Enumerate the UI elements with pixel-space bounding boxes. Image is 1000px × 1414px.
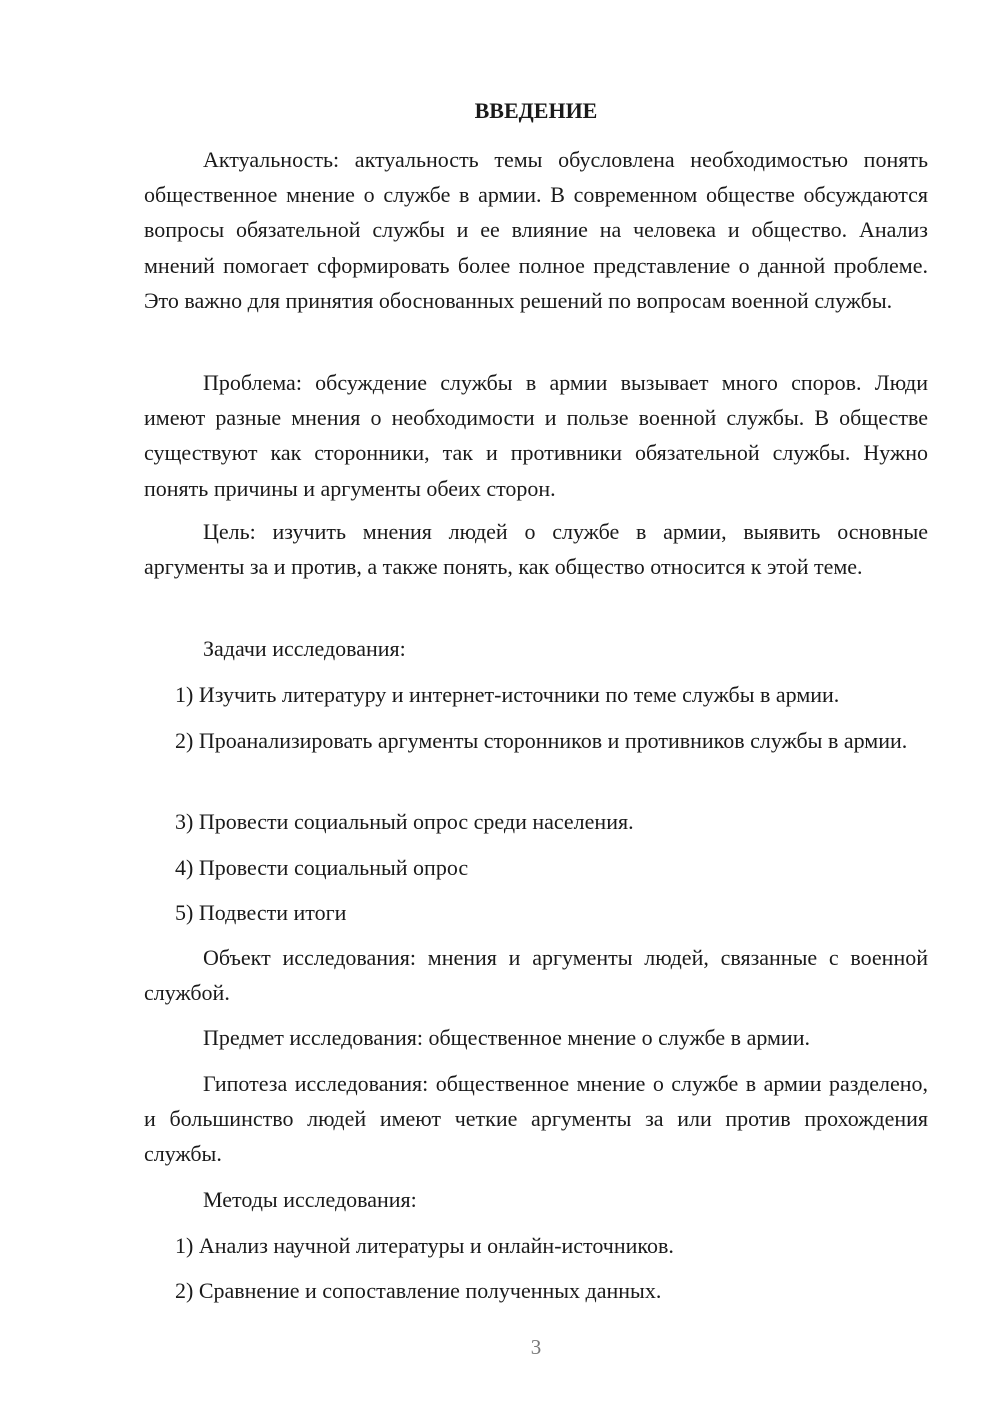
task-item-4: 4) Провести социальный опрос [175, 855, 469, 880]
section-title: ВВЕДЕНИЕ [474, 98, 598, 123]
tasks-heading: Задачи исследования: [203, 636, 406, 661]
page-number: 3 [530, 1335, 542, 1359]
paragraph-goal: Цель: изучить мнения людей о службе в армии, выявить основные аргументы за и против, а также понять, как общество относится к этой теме. [144, 519, 928, 580]
task-item-3: 3) Провести социальный опрос среди населения. [175, 809, 634, 834]
method-item-1: 1) Анализ научной литературы и онлайн-источников. [175, 1233, 674, 1258]
paragraph-object: Объект исследования: мнения и аргументы людей, связанные с военной службой. [144, 945, 928, 1006]
methods-heading: Методы исследования: [203, 1187, 417, 1212]
paragraph-problem: Проблема: обсуждение службы в армии вызывает много споров. Люди имеют разные мнения о необходимости и пользе военной службы. В обществе существуют как сторонники, так и противники обязательной службы. Нужно понять причины и аргументы обеих сторон. [144, 370, 928, 501]
paragraph-subject: Предмет исследования: общественное мнение о службе в армии. [203, 1025, 810, 1050]
task-item-2: 2) Проанализировать аргументы сторонников и противников службы в армии. [175, 728, 908, 753]
task-item-1: 1) Изучить литературу и интернет-источники по теме службы в армии. [175, 682, 840, 707]
method-item-2: 2) Сравнение и сопоставление полученных данных. [175, 1278, 662, 1303]
paragraph-relevance: Актуальность: актуальность темы обусловлена необходимостью понять общественное мнение о службе в армии. В современном обществе обсуждаются вопросы обязательной службы и ее влияние на человека и общество. Анализ мнений помогает сформировать более полное представление о данной проблеме. Это важно для принятия обоснованных решений по вопросам военной службы. [144, 147, 928, 313]
task-item-5: 5) Подвести итоги [175, 900, 347, 925]
paragraph-hypothesis: Гипотеза исследования: общественное мнение о службе в армии разделено, и большинство людей имеют четкие аргументы за или против прохождения службы. [144, 1071, 928, 1167]
